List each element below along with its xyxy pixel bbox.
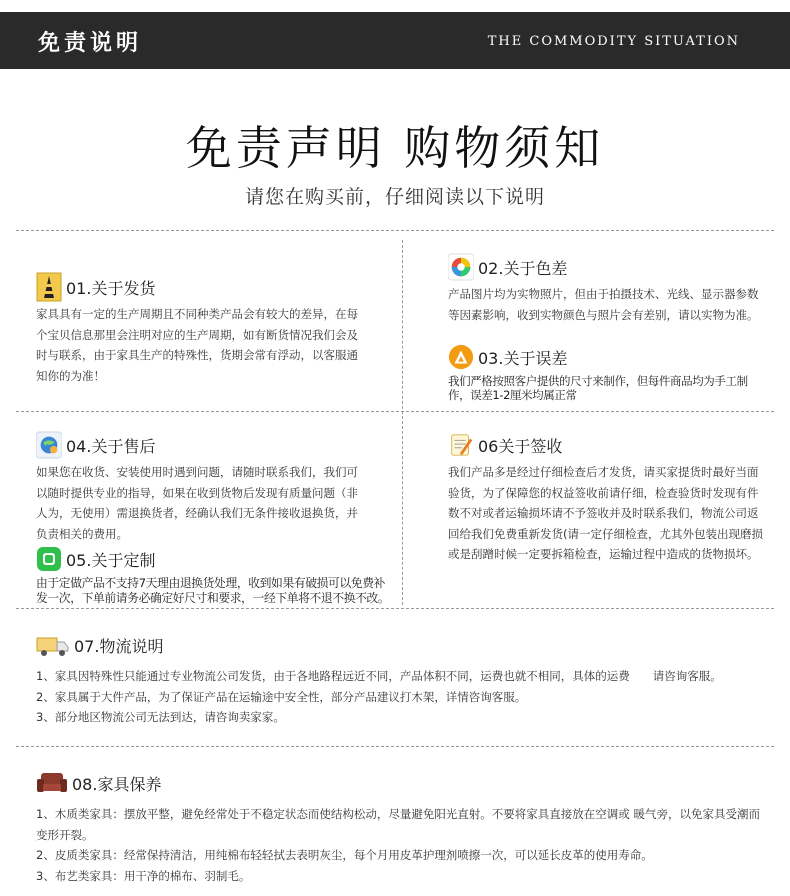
section-sign-for <box>448 430 766 565</box>
divider-row2 <box>16 608 774 609</box>
section-title: 01.关于发货 <box>66 278 156 298</box>
section-maintenance <box>36 768 766 886</box>
section-body: 我们严格按照客户提供的尺寸来制作，但每件商品均为手工制作，误差1-2厘米均属正常 <box>448 374 748 402</box>
list-item: 2、家具属于大件产品，为了保证产品在运输途中安全性，部分产品建议打木架，详情咨询客服。 <box>36 689 527 704</box>
list-item: 3、部分地区物流公司无法到达，请咨询卖家家。 <box>36 710 285 724</box>
section-title: 06关于签收 <box>478 436 563 456</box>
section-after-sales <box>36 430 366 544</box>
header-left-title: 免责说明 <box>38 30 143 56</box>
list-item: 1、木质类家具：摆放平整，避免经常处于不稳定状态而使结构松动，尽量避免阳光直射。不要将家具直接放在空调或 暖气旁，以免家具受潮而变形开裂。 <box>36 807 760 842</box>
divider-row1 <box>16 411 774 412</box>
section-title: 07.物流说明 <box>74 636 164 656</box>
section-title: 03.关于误差 <box>478 348 568 368</box>
page-title: 免责声明 购物须知 <box>185 121 605 175</box>
section-color-difference <box>448 252 766 325</box>
globe-support-icon <box>36 432 62 458</box>
list-item: 2、皮质类家具：经常保持清洁，用纯棉布轻轻拭去表明灰尘，每个月用皮革护理剂喷擦一次，可以延长皮革的使用寿命。 <box>36 848 653 862</box>
section-custom-order <box>36 544 396 606</box>
section-body: 由于定做产品不支持7天理由退换货处理，收到如果有破损可以免费补发一次，下单前请务必确定好尺寸和要求，一经下单将不退不换不改。 <box>36 576 390 605</box>
section-title: 04.关于售后 <box>66 436 156 456</box>
section-tolerance <box>448 342 766 402</box>
clipboard-sign-icon <box>448 432 474 458</box>
section-body: 如果您在收货、安装使用时遇到问题，请随时联系我们，我们可以随时提供专业的指导，如果在收到货物后发现有质量问题（非人为，无使用）需退换货者，经确认我们无条件接收退换货，并负责相关的费用。 <box>36 465 358 541</box>
section-title: 02.关于色差 <box>478 258 568 278</box>
triangle-ruler-icon <box>448 344 474 370</box>
header-right-title: THE COMMODITY SITUATION <box>487 34 740 49</box>
color-wheel-icon <box>448 254 474 280</box>
truck-icon <box>36 632 70 658</box>
section-shipping <box>36 272 366 386</box>
divider-row3 <box>16 746 774 747</box>
section-body: 家具具有一定的生产周期且不同种类产品会有较大的差异，在每个宝贝信息那里会注明对应的生产周期，如有断货情况我们会及时与联系，由于家具生产的特殊性，货期会常有浮动，以客服通知你的为准！ <box>36 307 358 383</box>
section-title: 08.家具保养 <box>72 774 162 794</box>
section-body: 产品图片均为实物照片，但由于拍摄技术、光线、显示器参数等因素影响，收到实物颜色与照片会有差别，请以实物为准。 <box>448 287 759 322</box>
divider-top <box>16 230 774 231</box>
green-square-icon <box>36 546 62 572</box>
delivery-tower-icon <box>36 274 62 300</box>
section-logistics <box>36 630 756 728</box>
logistics-list <box>36 666 756 728</box>
list-item: 1、家具因特殊性只能通过专业物流公司发货，由于各地路程远近不同，产品体积不同，运费也就不相同，具体的运费 请咨询客服。 <box>36 669 722 683</box>
section-body: 我们产品多是经过仔细检查后才发货，请买家提货时最好当面验货，为了保障您的权益签收前请仔细，检查验货时发现有件数不对或者运输损坏请不予签收并及时联系我们，物流公司返回给我们免费重新发货(请一定仔细检查，尤其外包装出现磨损或是刮蹭时候一定要拆箱检查，运输过程中造成的货物损坏。 <box>448 465 763 561</box>
sofa-icon <box>36 770 68 796</box>
page-subtitle: 请您在购买前，仔细阅读以下说明 <box>244 186 545 208</box>
maintenance-list <box>36 804 766 886</box>
section-title: 05.关于定制 <box>66 550 156 570</box>
list-item: 3、布艺类家具：用干净的棉布、羽制毛。 <box>36 868 251 883</box>
divider-vertical <box>402 240 403 605</box>
header-bar <box>0 12 790 69</box>
